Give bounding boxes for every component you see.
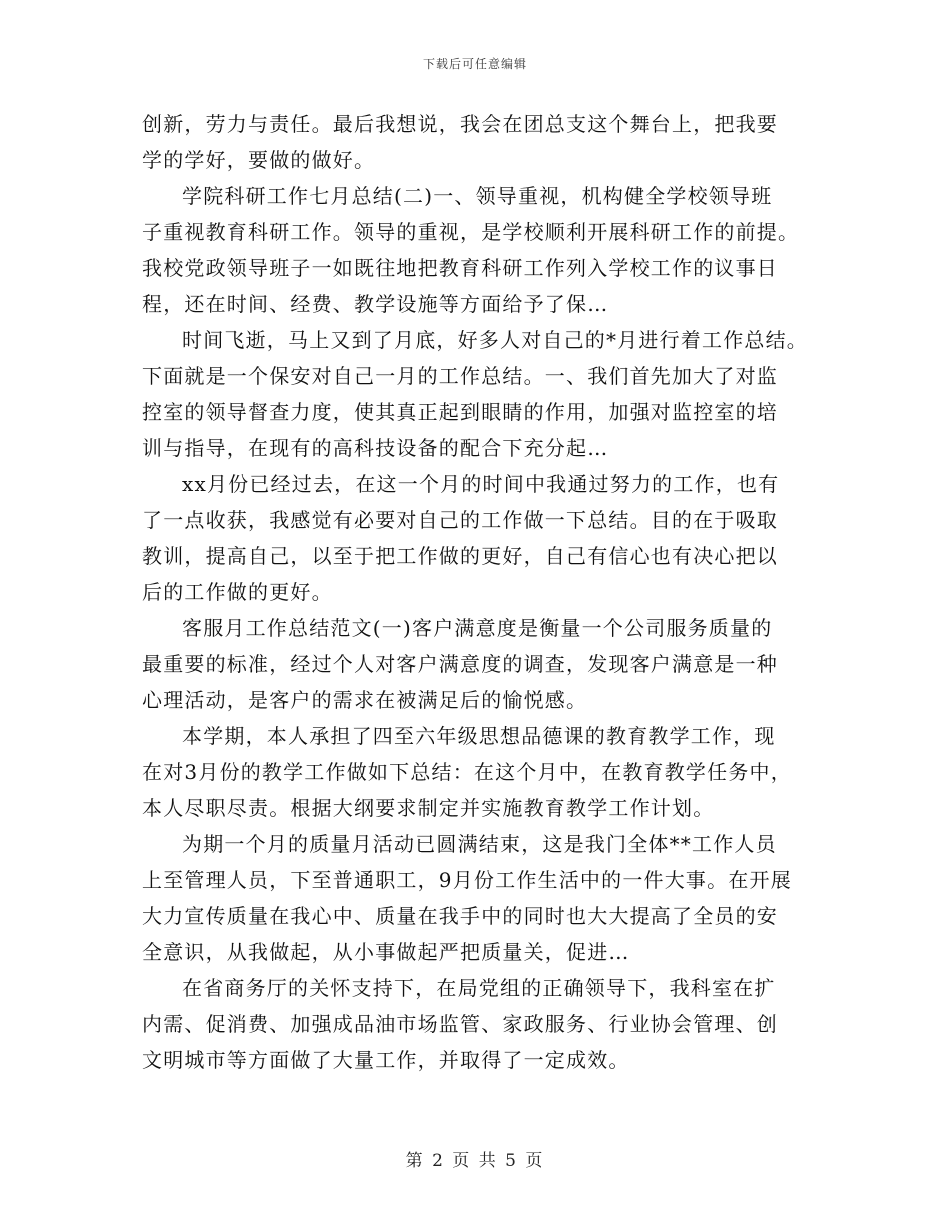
paragraph xyxy=(142,466,822,610)
paragraph xyxy=(142,826,822,970)
text-line: 本学期，本人承担了四至六年级思想品德课的教育教学工作，现 xyxy=(182,724,776,748)
text-line: 内需、促消费、加强成品油市场监管、家政服务、行业协会管理、创 xyxy=(142,1012,778,1036)
text-line: 在省商务厅的关怀支持下，在局党组的正确领导下，我科室在扩 xyxy=(182,976,776,1000)
paragraph xyxy=(142,322,822,466)
text-line: 上至管理人员，下至普通职工，9月份工作生活中的一件大事。在开展 xyxy=(142,868,792,892)
text-line: 全意识，从我做起，从小事做起严把质量关，促进… xyxy=(142,940,630,964)
text-line: 学院科研工作七月总结(二)一、领导重视，机构健全学校领导班 xyxy=(182,184,773,208)
page-number: 第 2 页 共 5 页 xyxy=(405,1151,545,1171)
text-line: 下面就是一个保安对自己一月的工作总结。一、我们首先加大了对监 xyxy=(142,364,778,388)
text-line: 训与指导，在现有的高科技设备的配合下充分起… xyxy=(142,436,609,460)
text-line: 心理活动，是客户的需求在被满足后的愉悦感。 xyxy=(142,688,588,712)
text-line: 为期一个月的质量月活动已圆满结束，这是我门全体**工作人员 xyxy=(182,832,777,856)
paragraph xyxy=(142,106,822,178)
text-line: 教训，提高自己，以至于把工作做的更好，自己有信心也有决心把以 xyxy=(142,544,778,568)
text-line: 客服月工作总结范文(一)客户满意度是衡量一个公司服务质量的 xyxy=(182,616,773,640)
document-body xyxy=(142,106,822,1078)
text-line: 程，还在时间、经费、教学设施等方面给予了保… xyxy=(142,292,609,316)
text-line: 大力宣传质量在我心中、质量在我手中的同时也大大提高了全员的安 xyxy=(142,904,778,928)
text-line: 后的工作做的更好。 xyxy=(142,580,333,604)
text-line: 在对3月份的教学工作做如下总结：在这个月中，在教育教学任务中， xyxy=(142,760,792,784)
paragraph xyxy=(142,610,822,718)
text-line: 控室的领导督查力度，使其真正起到眼睛的作用，加强对监控室的培 xyxy=(142,400,778,424)
text-line: 了一点收获，我感觉有必要对自己的工作做一下总结。目的在于吸取 xyxy=(142,508,778,532)
text-line: xx月份已经过去，在这一个月的时间中我通过努力的工作，也有 xyxy=(182,472,780,496)
paragraph xyxy=(142,718,822,826)
text-line: 学的学好，要做的做好。 xyxy=(142,148,376,172)
text-line: 最重要的标准，经过个人对客户满意度的调查，发现客户满意是一种 xyxy=(142,652,778,676)
text-line: 本人尽职尽责。根据大纲要求制定并实施教育教学工作计划。 xyxy=(142,796,715,820)
text-line: 创新，劳力与责任。最后我想说，我会在团总支这个舞台上，把我要 xyxy=(142,112,778,136)
text-line: 时间飞逝，马上又到了月底，好多人对自己的*月进行着工作总结。 xyxy=(182,328,808,352)
text-line: 我校党政领导班子一如既往地把教育科研工作列入学校工作的议事日 xyxy=(142,256,778,280)
text-line: 子重视教育科研工作。领导的重视，是学校顺利开展科研工作的前提。 xyxy=(142,220,800,244)
paragraph xyxy=(142,178,822,322)
page-header: 下载后可任意编辑 xyxy=(422,57,527,71)
paragraph xyxy=(142,970,822,1078)
text-line: 文明城市等方面做了大量工作，并取得了一定成效。 xyxy=(142,1048,630,1072)
